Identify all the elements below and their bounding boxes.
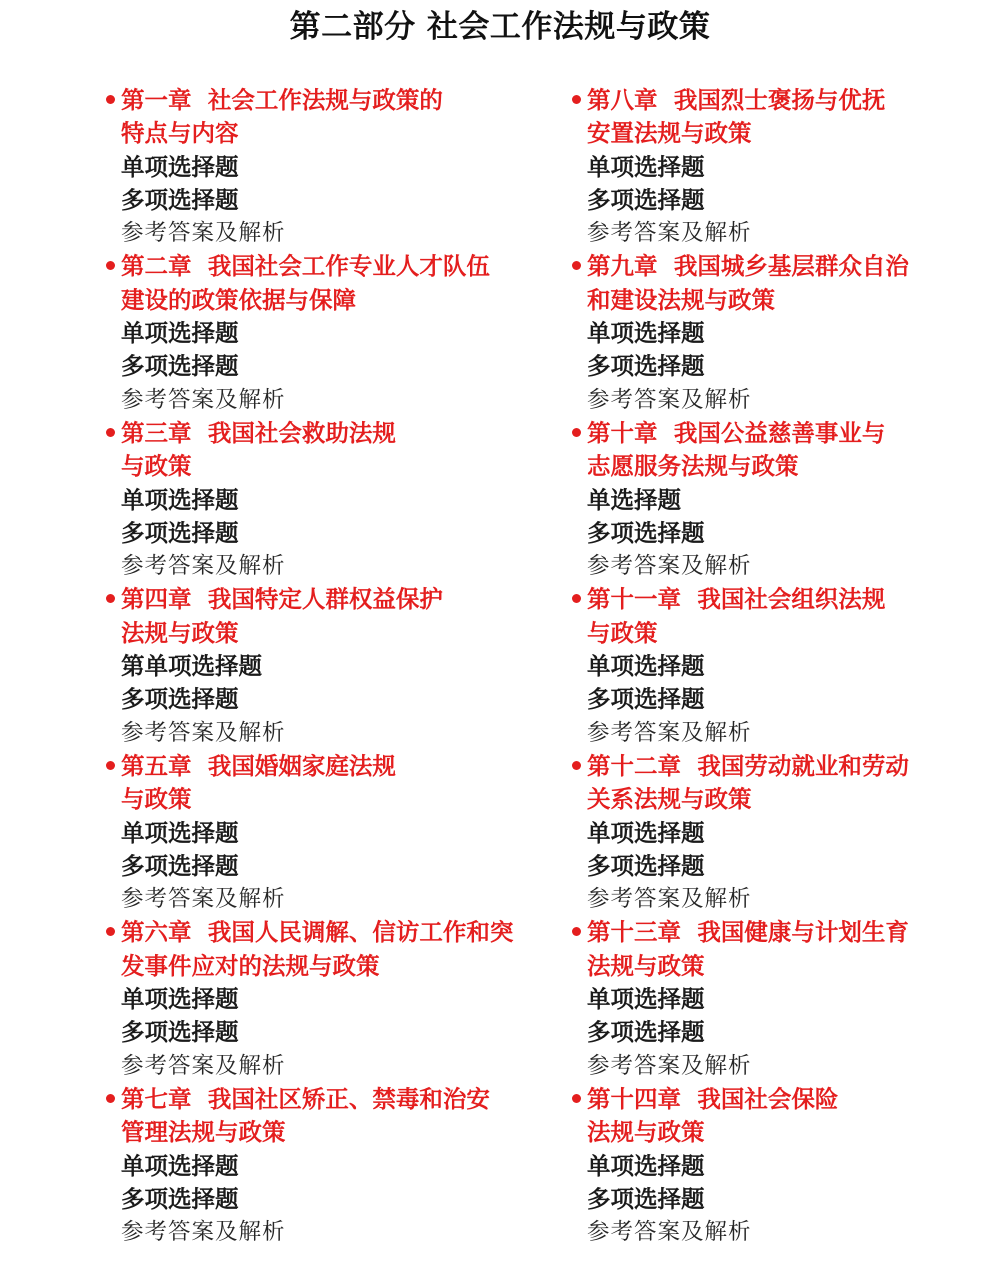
answers-explanations-item[interactable]: 参考答案及解析 — [587, 220, 752, 247]
answers-explanations-item[interactable]: 参考答案及解析 — [121, 553, 286, 580]
chapter-block — [572, 1083, 992, 1249]
chapter-block — [572, 916, 992, 1082]
multiple-choice-item[interactable]: 多项选择题 — [587, 851, 705, 880]
single-choice-item[interactable]: 单项选择题 — [121, 485, 239, 514]
chapter-block — [572, 750, 992, 916]
chapter-title-line[interactable] — [106, 916, 556, 949]
chapter-title-text: 发事件应对的法规与政策 — [121, 951, 380, 980]
chapter-block — [106, 84, 556, 250]
multiple-choice-item[interactable]: 多项选择题 — [121, 185, 239, 214]
chapter-block — [106, 916, 556, 1082]
chapter-title-line[interactable] — [106, 617, 556, 650]
chapter-title-line[interactable] — [572, 950, 992, 983]
multiple-choice-item[interactable]: 多项选择题 — [587, 518, 705, 547]
chapter-title-text: 关系法规与政策 — [587, 785, 752, 814]
red-dot-bullet-icon — [572, 927, 581, 936]
chapter-title-line[interactable] — [572, 117, 992, 150]
chapter-title-line[interactable] — [572, 617, 992, 650]
chapter-title-line[interactable] — [572, 84, 992, 117]
chapter-title-line[interactable] — [106, 750, 556, 783]
multiple-choice-item[interactable]: 多项选择题 — [587, 685, 705, 714]
single-choice-item[interactable]: 单项选择题 — [587, 985, 705, 1014]
chapter-title-text: 第十三章 我国健康与计划生育 — [587, 918, 909, 947]
chapter-title-text: 与政策 — [121, 785, 192, 814]
chapter-title-text: 法规与政策 — [587, 1118, 705, 1147]
multiple-choice-item[interactable]: 多项选择题 — [121, 352, 239, 381]
single-choice-item[interactable]: 单项选择题 — [121, 152, 239, 181]
answers-explanations-item[interactable]: 参考答案及解析 — [121, 1052, 286, 1079]
red-dot-bullet-icon — [572, 1094, 581, 1103]
right-column — [572, 84, 992, 1249]
chapter-title-text: 安置法规与政策 — [587, 119, 752, 148]
single-choice-item[interactable]: 单项选择题 — [121, 1151, 239, 1180]
chapter-title-line[interactable] — [572, 450, 992, 483]
chapter-block — [572, 250, 992, 416]
red-dot-bullet-icon — [106, 594, 115, 603]
chapter-title-line[interactable] — [106, 450, 556, 483]
red-dot-bullet-icon — [572, 95, 581, 104]
single-choice-item[interactable]: 单项选择题 — [121, 985, 239, 1014]
page-title: 第二部分 社会工作法规与政策 — [289, 9, 711, 45]
single-choice-item[interactable]: 第单项选择题 — [121, 652, 262, 681]
single-choice-item[interactable]: 单项选择题 — [587, 652, 705, 681]
chapter-title-line[interactable] — [106, 250, 556, 283]
chapter-title-line[interactable] — [106, 117, 556, 150]
chapter-title-line[interactable] — [106, 84, 556, 117]
single-choice-item[interactable]: 单项选择题 — [587, 1151, 705, 1180]
chapter-title-line[interactable] — [572, 916, 992, 949]
red-dot-bullet-icon — [106, 428, 115, 437]
chapter-title-text: 与政策 — [587, 618, 658, 647]
answers-explanations-item[interactable]: 参考答案及解析 — [587, 553, 752, 580]
chapter-title-text: 管理法规与政策 — [121, 1118, 286, 1147]
chapter-title-text: 法规与政策 — [587, 951, 705, 980]
multiple-choice-item[interactable]: 多项选择题 — [121, 518, 239, 547]
multiple-choice-item[interactable]: 多项选择题 — [121, 685, 239, 714]
chapter-title-text: 志愿服务法规与政策 — [587, 452, 799, 481]
chapter-block — [106, 250, 556, 416]
chapter-title-line[interactable] — [572, 284, 992, 317]
chapter-title-text: 第九章 我国城乡基层群众自治 — [587, 252, 909, 281]
left-column — [106, 84, 556, 1249]
single-choice-item[interactable]: 单项选择题 — [121, 319, 239, 348]
multiple-choice-item[interactable]: 多项选择题 — [121, 1184, 239, 1213]
chapter-title-text: 第十一章 我国社会组织法规 — [587, 585, 886, 614]
chapter-title-text: 第一章 社会工作法规与政策的 — [121, 86, 443, 114]
multiple-choice-item[interactable]: 多项选择题 — [121, 851, 239, 880]
chapter-title-text: 建设的政策依据与保障 — [121, 285, 356, 314]
red-dot-bullet-icon — [106, 1094, 115, 1103]
chapter-title-line[interactable] — [572, 1083, 992, 1116]
answers-explanations-item[interactable]: 参考答案及解析 — [121, 220, 286, 247]
chapter-block — [106, 417, 556, 583]
single-choice-item[interactable]: 单项选择题 — [121, 818, 239, 847]
chapter-title-line[interactable] — [572, 783, 992, 816]
chapter-block — [572, 417, 992, 583]
multiple-choice-item[interactable]: 多项选择题 — [587, 1184, 705, 1213]
answers-explanations-item[interactable]: 参考答案及解析 — [121, 1219, 286, 1246]
chapter-title-text: 第六章 我国人民调解、信访工作和突 — [121, 918, 514, 947]
chapter-title-text: 第四章 我国特定人群权益保护 — [121, 585, 443, 614]
multiple-choice-item[interactable]: 多项选择题 — [587, 1018, 705, 1047]
chapter-title-text: 第十二章 我国劳动就业和劳动 — [587, 751, 909, 780]
chapter-title-line[interactable] — [106, 1116, 556, 1149]
chapter-title-text: 第五章 我国婚姻家庭法规 — [121, 751, 396, 780]
single-choice-item[interactable]: 单项选择题 — [587, 818, 705, 847]
red-dot-bullet-icon — [572, 428, 581, 437]
chapter-title-text: 第七章 我国社区矫正、禁毒和治安 — [121, 1084, 490, 1113]
single-choice-item[interactable]: 单选择题 — [587, 485, 681, 514]
chapter-title-line[interactable] — [572, 417, 992, 450]
single-choice-item[interactable]: 单项选择题 — [587, 152, 705, 181]
red-dot-bullet-icon — [572, 761, 581, 770]
chapter-title-text: 与政策 — [121, 452, 192, 481]
chapter-title-line[interactable] — [106, 417, 556, 450]
chapter-title-text: 第二章 我国社会工作专业人才队伍 — [121, 252, 490, 281]
chapter-title-line[interactable] — [106, 1083, 556, 1116]
red-dot-bullet-icon — [572, 261, 581, 270]
answers-explanations-item[interactable]: 参考答案及解析 — [587, 1052, 752, 1079]
chapter-block — [572, 84, 992, 250]
multiple-choice-item[interactable]: 多项选择题 — [121, 1018, 239, 1047]
chapter-title-line[interactable] — [106, 783, 556, 816]
chapter-block — [106, 583, 556, 749]
chapter-title-text: 第十四章 我国社会保险 — [587, 1084, 839, 1113]
chapter-block — [106, 750, 556, 916]
chapter-title-line[interactable] — [572, 1116, 992, 1149]
chapter-title-line[interactable] — [106, 284, 556, 317]
chapter-block — [106, 1083, 556, 1249]
red-dot-bullet-icon — [572, 594, 581, 603]
answers-explanations-item[interactable]: 参考答案及解析 — [121, 386, 286, 413]
chapter-title-text: 第八章 我国烈士褒扬与优抚 — [587, 86, 886, 114]
chapter-title-text: 特点与内容 — [121, 119, 239, 148]
answers-explanations-item[interactable]: 参考答案及解析 — [587, 1219, 752, 1246]
chapter-title-text: 第三章 我国社会救助法规 — [121, 418, 396, 447]
chapter-title-line[interactable] — [572, 750, 992, 783]
chapter-title-line[interactable] — [572, 583, 992, 616]
answers-explanations-item[interactable]: 参考答案及解析 — [587, 886, 752, 913]
red-dot-bullet-icon — [106, 95, 115, 104]
chapter-title-line[interactable] — [106, 950, 556, 983]
chapter-block — [572, 583, 992, 749]
red-dot-bullet-icon — [106, 261, 115, 270]
multiple-choice-item[interactable]: 多项选择题 — [587, 185, 705, 214]
answers-explanations-item[interactable]: 参考答案及解析 — [121, 719, 286, 746]
answers-explanations-item[interactable]: 参考答案及解析 — [587, 719, 752, 746]
chapter-title-text: 和建设法规与政策 — [587, 285, 775, 314]
multiple-choice-item[interactable]: 多项选择题 — [587, 352, 705, 381]
chapter-title-text: 法规与政策 — [121, 618, 239, 647]
single-choice-item[interactable]: 单项选择题 — [587, 319, 705, 348]
chapter-title-line[interactable] — [106, 583, 556, 616]
chapter-title-line[interactable] — [572, 250, 992, 283]
chapter-title-text: 第十章 我国公益慈善事业与 — [587, 418, 886, 447]
red-dot-bullet-icon — [106, 927, 115, 936]
red-dot-bullet-icon — [106, 761, 115, 770]
answers-explanations-item[interactable]: 参考答案及解析 — [121, 886, 286, 913]
answers-explanations-item[interactable]: 参考答案及解析 — [587, 386, 752, 413]
